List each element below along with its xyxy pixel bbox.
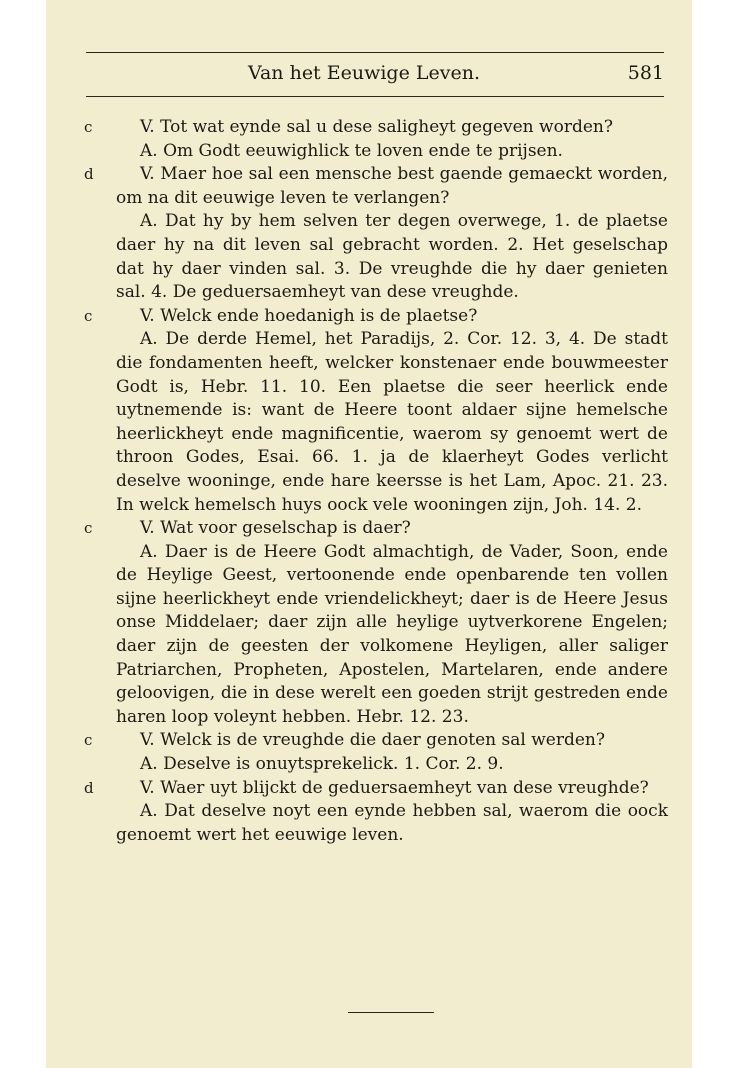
answer-block [116,753,668,777]
answer-block [116,541,668,730]
margin-marker: c [84,306,93,325]
running-header [86,60,664,90]
answer-text: A. Om Godt eeuwighlick te loven ende te prijsen. [140,140,563,161]
margin-marker: d [84,165,94,184]
question-block [84,777,668,801]
question-text: V. Maer hoe sal een mensche best gaende gemaeckt worden, om na dit eeuwige leven te verlangen? [116,164,668,208]
answer-block [116,210,668,304]
question-block [84,729,668,753]
question-block [84,163,668,210]
book-page [46,0,692,1068]
question-text: V. Waer uyt blijckt de geduersaemheyt van dese vreughde? [140,777,649,798]
header-top-rule [86,52,664,53]
running-title: Van het Eeuwige Leven. [248,62,480,84]
page-number: 581 [627,62,664,84]
margin-marker: c [84,118,93,136]
question-text: V. Wat voor geselschap is daer? [140,518,411,539]
answer-text: A. Daer is de Heere Godt almachtigh, de Vader, Soon, ende de Heylige Geest, vertoonende ende openbarende ten vollen sijne heerlickheyt ende vriendelickheyt; daer is de Heere Jesus onse Middelaer; daer zijn alle heylige uytverkorene Engelen; daer zijn de geesten der volkomene Heyligen, aller saliger Patriarchen, Propheten, Apostelen, Martelaren, ende andere geloovigen, die in dese werelt een goeden strijt gestreden ende haren loop voleynt hebben. Hebr. 12. 23. [116,541,668,727]
end-rule [348,1012,434,1013]
answer-block [116,140,668,164]
question-text: V. Welck is de vreughde die daer genoten sal werden? [140,730,605,751]
answer-text: A. Deselve is onuytsprekelick. 1. Cor. 2. 9. [140,754,504,775]
answer-text: A. Dat deselve noyt een eynde hebben sal, waerom die oock genoemt wert het eeuwige leven. [116,801,668,845]
question-text: V. Welck ende hoedanigh is de plaetse? [140,305,478,326]
question-block [84,116,668,140]
margin-marker: c [84,519,93,538]
page-body [84,116,668,847]
question-block [84,305,668,329]
question-text: V. Tot wat eynde sal u dese saligheyt gegeven worden? [140,117,613,137]
margin-marker: c [84,731,93,750]
answer-text: A. Dat hy by hem selven ter degen overwege, 1. de plaetse daer hy na dit leven sal gebracht worden. 2. Het geselschap dat hy daer vinden sal. 3. De vreughde die hy daer genieten sal. 4. De geduersaemheyt van dese vreughde. [116,211,668,303]
answer-block [116,800,668,847]
question-block [84,517,668,541]
answer-text: A. De derde Hemel, het Paradijs, 2. Cor. 12. 3, 4. De stadt die fondamenten heeft, welcker konstenaer ende bouwmeester Godt is, Hebr. 11. 10. Een plaetse die seer heerlick ende uytnemende is: want de Heere toont aldaer sijne hemelsche heerlickheyt ende magnificentie, waerom sy genoemt wert de throon Godes, Esai. 66. 1. ja de klaerheyt Godes verlicht deselve wooninge, ende hare keersse is het Lam, Apoc. 21. 23. In welck hemelsch huys oock vele wooningen zijn, Joh. 14. 2. [116,329,668,515]
answer-block [116,328,668,517]
header-bottom-rule [86,96,664,97]
margin-marker: d [84,778,94,797]
